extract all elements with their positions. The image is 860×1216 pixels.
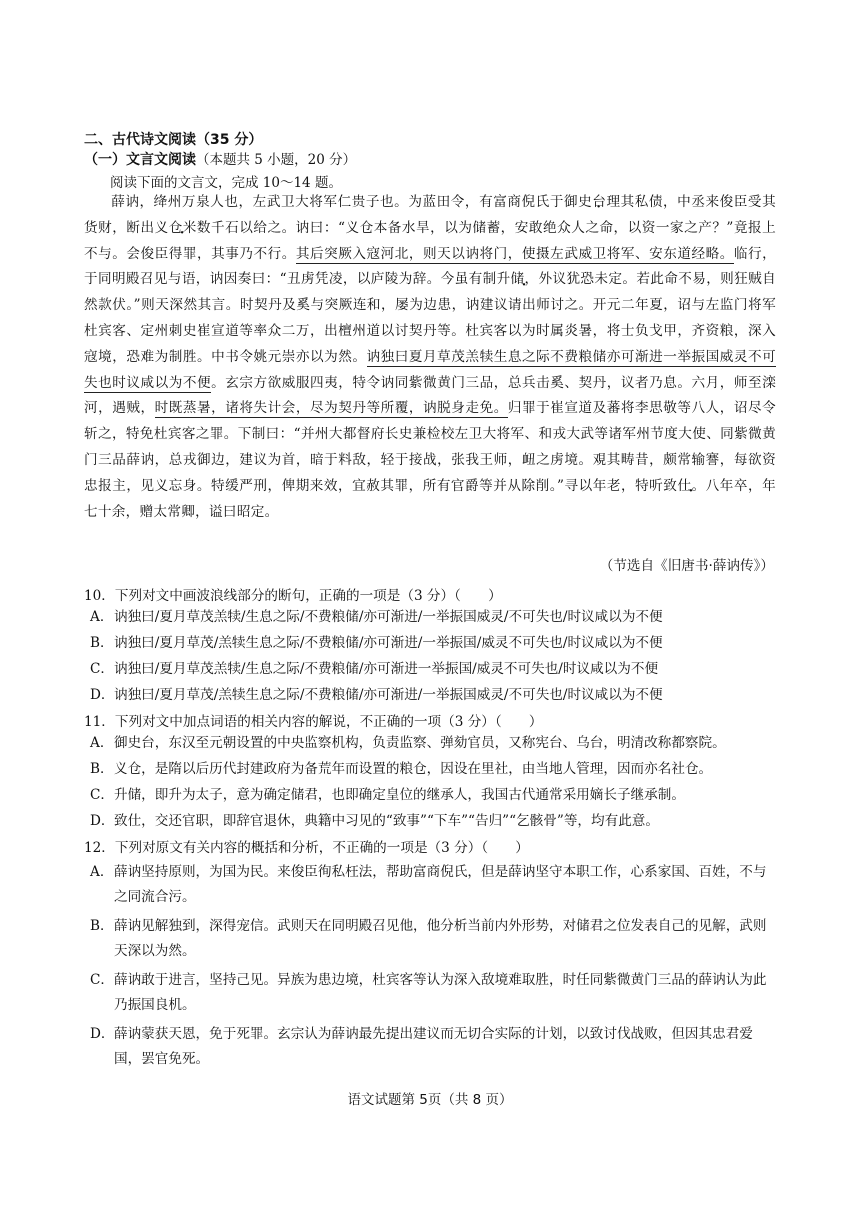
dotted-term-zhishi: 致仕 <box>663 477 692 494</box>
section-subtitle: （一）文言文阅读（本题共 5 小题，20 分） <box>84 152 357 168</box>
question-10-option-b: B． 讷独曰/夏月草茂/羔犊生息之际/不费粮储/亦可渐进/一举振国/威灵不可失也/时议咸以为不便 <box>90 635 663 651</box>
classical-passage: 薛讷，绛州万泉人也，左武卫大将军仁贵子也。为蓝田令，有富商倪氏于御史台理其私债，中丞来俊臣受其货财，断出义仓米数千石以给之。讷曰：“义仓本备水旱，以为储蓄，安敢绝众人之命，以资一家之产？”竟报上不与。会俊臣得罪，其事乃不行。其后突厥入寇河北，则天以讷将门，使摄左武威卫将军、安东道经略。临行，于同明殿召见与语，讷因奏曰：“丑虏凭凌，以庐陵为辞。今虽有制升储，外议犹恐未定。若此命不易，则狂贼自然款伏。”则天深然其言。时契丹及奚与突厥连和，屡为边患，讷建议请出师讨之。开元二年夏，诏与左监门将军杜宾客、定州刺史崔宣道等率众二万，出檀州道以讨契丹等。杜宾客以为时属炎暑，将士负戈甲，齐资粮，深入寇境，恐难为制胜。中书令姚元崇亦以为然。讷独曰夏月草茂羔犊生息之际不费粮储亦可渐进一举振国威灵不可失也时议咸以为不便。玄宗方欲威服四夷，特令讷同紫微黄门三品，总兵击奚、契丹，议者乃息。六月，师至滦河，遇贼，时既蒸暑，诸将失计会，尽为契丹等所覆，讷脱身走免。归罪于崔宣道及蕃将李思敬等八人，诏尽令斩之，特免杜宾客之罪。下制曰：“并州大都督府长史兼检校左卫大将军、和戎大武等诸军州节度大使、同紫微黄门三品薛讷，总戎御边，建议为首，暗于料敌，轻于接战，张我王师，衄之虏境。覌其畴昔，颇常输謇，每欲资忠报主，见义忘身。特缓严刑，俾期来效，宜赦其罪，所有官爵等并从除削。”寻以年老，特听致仕。八年卒，年七十余，赠太常卿，谥曰昭定。 <box>84 194 777 520</box>
question-11-option-d: D． 致仕，交还官职，即辞官退休，典籍中习见的“致事”“下车”“告归”“乞骸骨”等，均有此意。 <box>90 813 659 829</box>
passage-source: （节选自《旧唐书·薛讷传》） <box>599 558 774 574</box>
question-12-option-b: B． 薛讷见解独到，深得宠信。武则天在同明殿召见他，他分析当前内外形势，对储君之位发表自己的见解，武则天深以为然。 <box>90 918 767 959</box>
question-12-option-a: A． 薛讷坚持原则，为国为民。来俊臣徇私枉法，帮助富商倪氏，但是薛讷坚守本职工作，心系家国、百姓，不与之同流合污。 <box>90 864 767 905</box>
question-10-option-a: A． 讷独曰/夏月草茂羔犊/生息之际/不费粮储/亦可渐进/一举振国威灵/不可失也/时议咸以为不便 <box>90 609 663 625</box>
dotted-term-yicang: 义仓 <box>154 219 183 236</box>
question-12-option-d: D． 薛讷蒙获天恩，免于死罪。玄宗认为薛讷最先提出建议而无切合实际的计划，以致讨伐战败，但因其忠君爱国，罢官免死。 <box>90 1026 753 1067</box>
section-title: 二、古代诗文阅读（35 分） <box>84 132 263 148</box>
dotted-term-shengchu: 升储 <box>496 271 525 288</box>
question-12-option-c: C． 薛讷敢于进言，坚持己见。异族为患边境，杜宾客等认为深入敌境难取胜，时任同紫微黄门三品的薛讷认为此乃振国良机。 <box>90 972 767 1013</box>
question-11-option-c: C． 升储，即升为太子，意为确定储君，也即确定皇位的继承人，我国古代通常采用嫡长子继承制。 <box>90 787 685 803</box>
instruction: 阅读下面的文言文，完成 10～14 题。 <box>110 175 342 191</box>
dotted-term-yushitai: 御史台 <box>563 194 607 210</box>
wavy-underlined-sentence: 讷独曰夏月草茂羔犊生息之际不费粮储亦可渐进一举振国威灵不可失也时议咸以为不便 <box>84 348 776 391</box>
question-11-option-b: B． 义仓，是隋以后历代封建政府为备荒年而设置的粮仓，因设在里社，由当地人管理，因而亦名社仓。 <box>90 761 713 777</box>
page-footer: 语文试题第 5页（共 8 页） <box>347 1092 513 1108</box>
question-11-option-a: A． 御史台，东汉至元朝设置的中央监察机构，负责监察、弹劾官员，又称宪台、乌台，明清改称都察院。 <box>90 735 726 751</box>
question-10-option-d: D． 讷独曰/夏月草茂/羔犊生息之际/不费粮储/亦可渐进/一举振国威灵/不可失也/时议咸以为不便 <box>90 687 663 703</box>
underlined-sentence-2: 时既蒸暑，诸将失计会，尽为契丹等所覆，讷脱身走免。 <box>154 400 508 417</box>
question-10-stem: 10．下列对文中画波浪线部分的断句，正确的一项是（3 分）（ ） <box>84 588 502 604</box>
question-11-stem: 11．下列对文中加点词语的相关内容的解说，不正确的一项（3 分）（ ） <box>84 714 543 730</box>
question-10-option-c: C． 讷独曰/夏月草茂羔犊/生息之际/不费粮储/亦可渐进一举振国/威灵不可失也/时议咸以为不便 <box>90 661 659 677</box>
underlined-sentence-1: 其后突厥入寇河北，则天以讷将门，使摄左武威卫将军、安东道经略。 <box>295 245 734 262</box>
question-12-stem: 12．下列对原文有关内容的概括和分析，不正确的一项是（3 分）（ ） <box>84 840 529 856</box>
